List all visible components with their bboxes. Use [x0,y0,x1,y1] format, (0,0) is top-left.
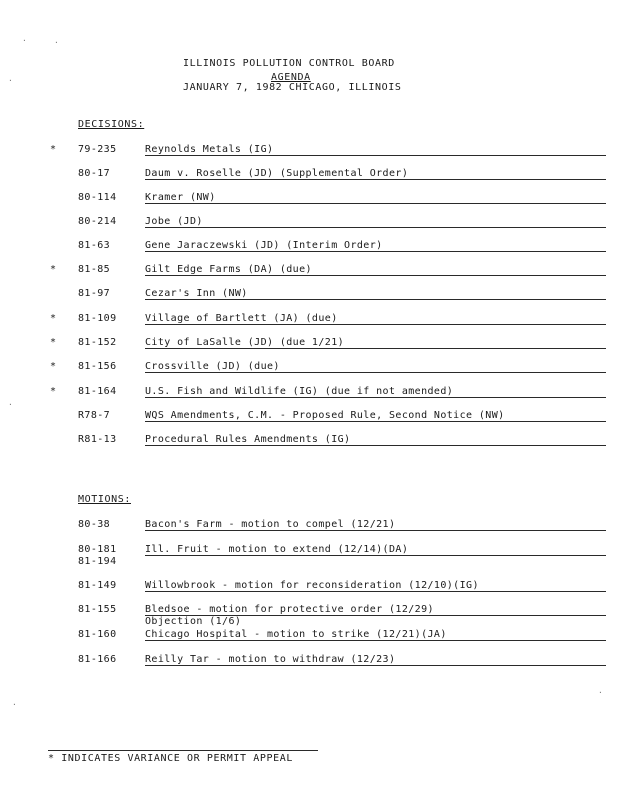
case-description: Village of Bartlett (JA) (due) [145,313,338,324]
motion-description: Ill. Fruit - motion to extend (12/14)(DA) [145,544,409,555]
signature-line [145,299,606,300]
decision-row [0,264,618,278]
docket-number: 81-166 [78,654,117,665]
docket-number: 80-214 [78,216,117,227]
docket-number: 79-235 [78,144,117,155]
decision-row [0,361,618,375]
signature-line [145,445,606,446]
variance-star: * [50,361,57,372]
docket-number: 80-181 [78,544,117,555]
signature-line [145,372,606,373]
docket-number: R81-13 [78,434,117,445]
variance-star: * [50,313,57,324]
signature-line [145,591,606,592]
case-description: City of LaSalle (JD) (due 1/21) [145,337,345,348]
docket-number-secondary: 81-194 [78,556,117,567]
motion-description: Bledsoe - motion for protective order (12/29) [145,604,434,615]
decision-row [0,410,618,424]
signature-line [145,203,606,204]
docket-number: 81-149 [78,580,117,591]
docket-number: R78-7 [78,410,111,421]
decision-row [0,313,618,327]
decision-row [0,240,618,254]
docket-number: 81-97 [78,288,111,299]
footnote: * INDICATES VARIANCE OR PERMIT APPEAL [48,753,293,764]
scan-speck: · [8,76,13,85]
meeting-date-location: JANUARY 7, 1982 CHICAGO, ILLINOIS [183,82,402,93]
case-description: Daum v. Roselle (JD) (Supplemental Order) [145,168,409,179]
decision-row [0,434,618,448]
motion-row [0,604,618,627]
signature-line [145,227,606,228]
motion-row [0,544,618,567]
motion-description: Reilly Tar - motion to withdraw (12/23) [145,654,396,665]
signature-line [145,640,606,641]
motions-heading: MOTIONS: [78,494,131,505]
decision-row [0,192,618,206]
case-description: U.S. Fish and Wildlife (IG) (due if not amended) [145,386,454,397]
docket-number: 81-109 [78,313,117,324]
docket-number: 80-38 [78,519,111,530]
docket-number: 81-155 [78,604,117,615]
signature-line [145,397,606,398]
case-description: Gilt Edge Farms (DA) (due) [145,264,312,275]
motion-description: Willowbrook - motion for reconsideration (12/10)(IG) [145,580,479,591]
motion-description: Bacon's Farm - motion to compel (12/21) [145,519,396,530]
motion-row [0,580,618,594]
scan-speck: · [8,400,13,409]
motion-row [0,654,618,668]
variance-star: * [50,337,57,348]
docket-number: 80-17 [78,168,111,179]
footnote-rule [48,750,318,751]
case-description: Crossville (JD) (due) [145,361,280,372]
board-title: ILLINOIS POLLUTION CONTROL BOARD [183,58,395,69]
motion-description: Chicago Hospital - motion to strike (12/21)(JA) [145,629,447,640]
variance-star: * [50,386,57,397]
scan-speck: · [12,700,17,709]
variance-star: * [50,264,57,275]
motion-objection-note: Objection (1/6) [145,616,242,627]
motion-row [0,629,618,643]
decision-row [0,168,618,182]
case-description: Cezar's Inn (NW) [145,288,248,299]
signature-line [145,348,606,349]
decisions-heading: DECISIONS: [78,119,145,130]
scan-speck: · [54,38,59,47]
docket-number: 81-164 [78,386,117,397]
docket-number: 81-85 [78,264,111,275]
scan-speck: · [598,688,603,697]
case-description: WQS Amendments, C.M. - Proposed Rule, Second Notice (NW) [145,410,505,421]
decision-row [0,288,618,302]
scan-speck: · [22,36,27,45]
case-description: Kramer (NW) [145,192,216,203]
variance-star: * [50,144,57,155]
signature-line [145,324,606,325]
case-description: Gene Jaraczewski (JD) (Interim Order) [145,240,383,251]
signature-line [145,665,606,666]
case-description: Jobe (JD) [145,216,203,227]
signature-line [145,555,606,556]
signature-line [145,275,606,276]
decision-row [0,216,618,230]
case-description: Reynolds Metals (IG) [145,144,274,155]
signature-line [145,615,606,616]
decision-row [0,386,618,400]
signature-line [145,155,606,156]
agenda-title: AGENDA [271,72,311,83]
case-description: Procedural Rules Amendments (IG) [145,434,351,445]
motion-row [0,519,618,533]
signature-line [145,251,606,252]
decision-row [0,144,618,158]
docket-number: 81-63 [78,240,111,251]
docket-number: 81-160 [78,629,117,640]
docket-number: 81-152 [78,337,117,348]
signature-line [145,179,606,180]
decision-row [0,337,618,351]
signature-line [145,530,606,531]
docket-number: 81-156 [78,361,117,372]
signature-line [145,421,606,422]
docket-number: 80-114 [78,192,117,203]
